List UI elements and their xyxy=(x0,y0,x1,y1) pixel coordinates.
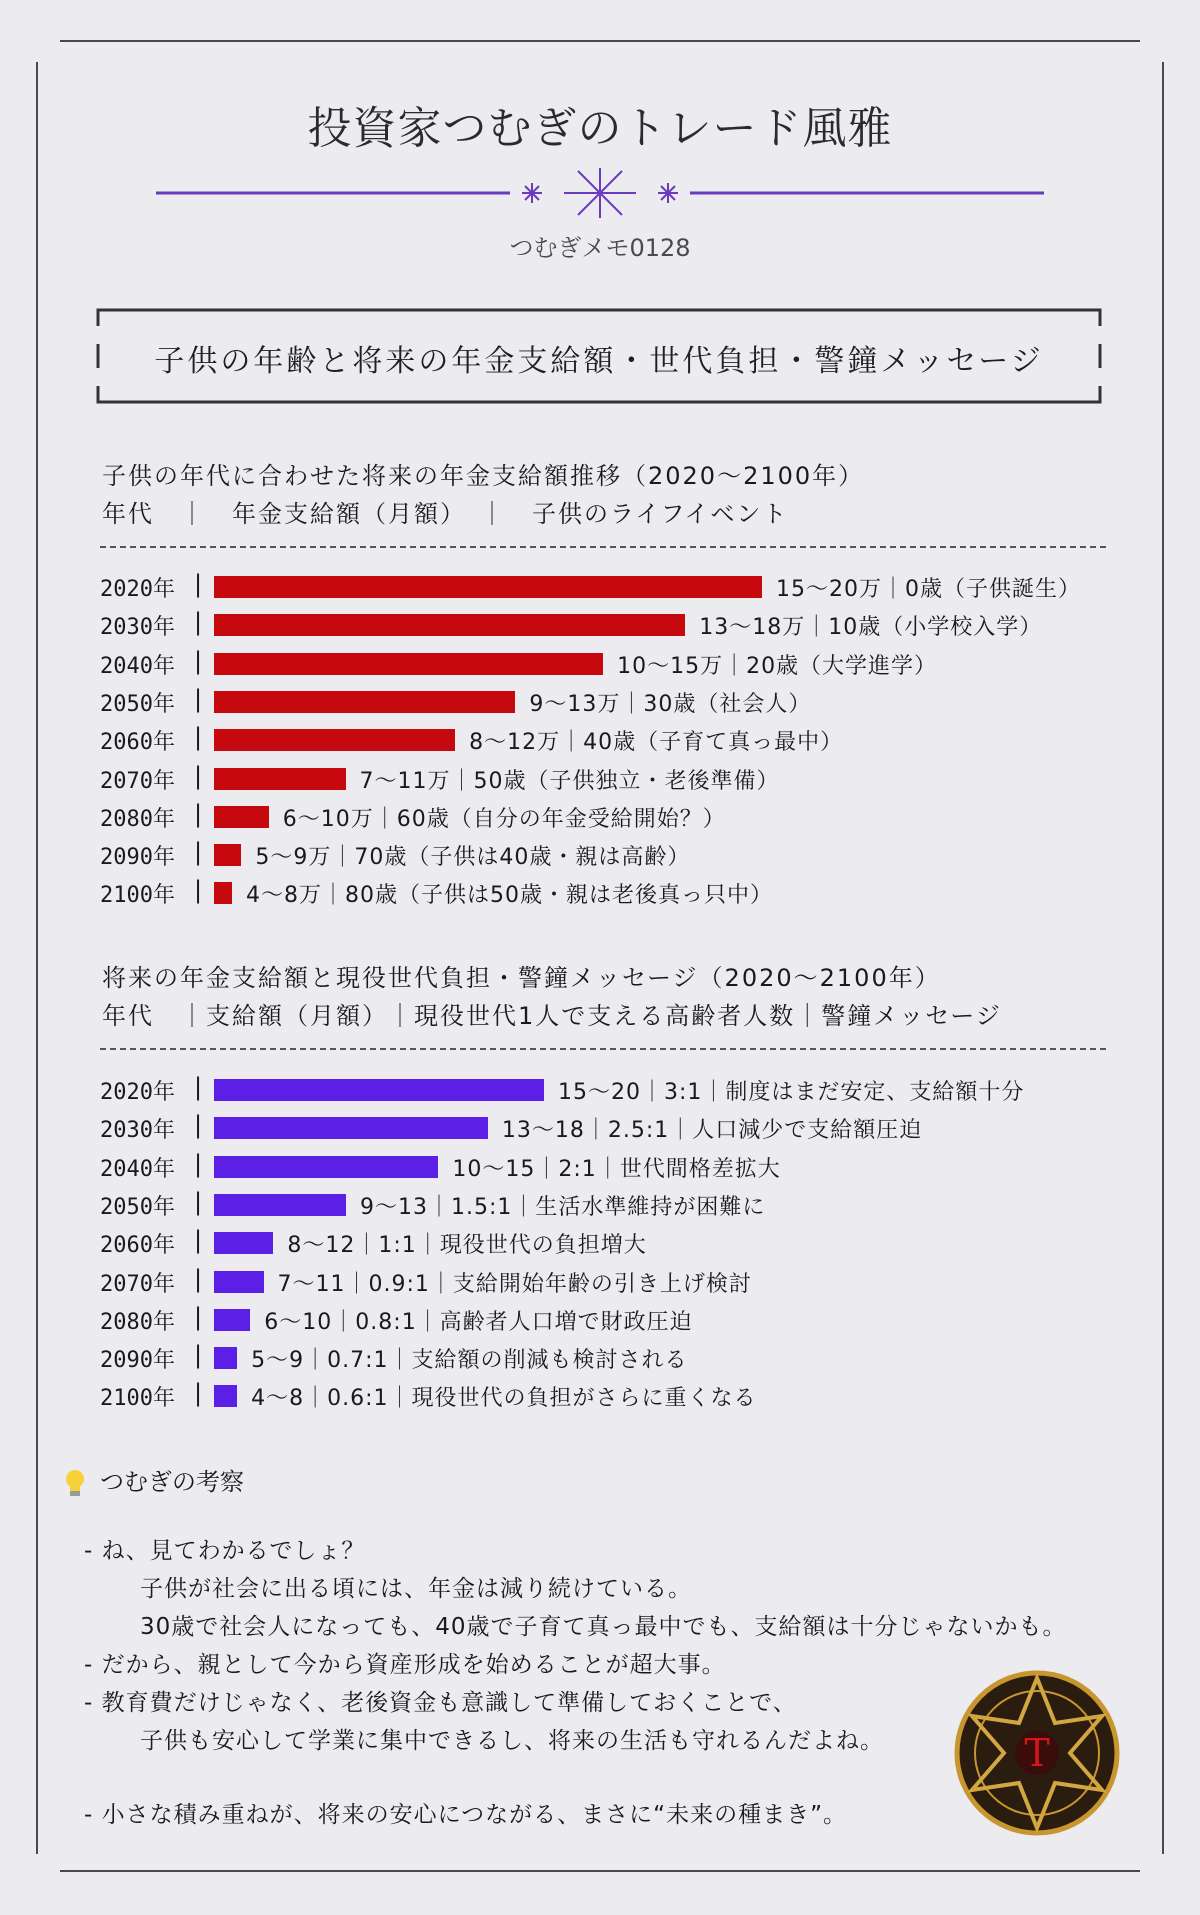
year-label: 2090年 xyxy=(100,1348,175,1374)
value-bar xyxy=(214,1347,237,1369)
chart-row xyxy=(100,646,1140,679)
bottom-rule xyxy=(60,1870,1140,1872)
data-label: 13〜18万｜10歳（小学校入学） xyxy=(699,615,1043,641)
insight-heading-text: つむぎの考察 xyxy=(100,1468,244,1496)
chart-row xyxy=(100,725,1140,755)
data-label: 8〜12万｜40歳（子育て真っ最中） xyxy=(469,730,844,756)
data-label: 4〜8｜0.6:1｜現役世代の負担がさらに重くなる xyxy=(251,1386,757,1412)
left-rule xyxy=(36,62,38,1854)
separator-pipe: | xyxy=(194,799,203,828)
section2-title: 将来の年金支給額と現役世代負担・警鐘メッセージ（2020〜2100年） xyxy=(102,964,941,992)
year-label: 2070年 xyxy=(100,768,175,794)
chart-row xyxy=(100,572,1140,602)
year-label: 2030年 xyxy=(100,615,175,641)
value-bar xyxy=(214,1156,438,1178)
section2-header: 年代 ｜支給額（月額）｜現役世代1人で支える高齢者人数｜警鐘メッセージ xyxy=(102,1002,1002,1030)
section1-title: 子供の年代に合わせた将来の年金支給額推移（2020〜2100年） xyxy=(102,462,865,490)
value-bar xyxy=(214,1271,264,1293)
chart-row xyxy=(100,878,1140,908)
separator-pipe: | xyxy=(194,684,203,713)
headline-text: 子供の年齢と将来の年金支給額・世代負担・警鐘メッセージ xyxy=(154,344,1044,379)
separator-pipe: | xyxy=(194,1111,203,1140)
separator-pipe: | xyxy=(194,608,203,637)
year-label: 2070年 xyxy=(100,1271,175,1297)
top-rule xyxy=(60,40,1140,42)
year-label: 2050年 xyxy=(100,691,175,717)
year-label: 2080年 xyxy=(100,806,175,832)
chart-row xyxy=(100,1075,1140,1105)
value-bar xyxy=(214,729,455,751)
value-bar xyxy=(214,1232,273,1254)
chart-row xyxy=(100,1187,1140,1220)
separator-pipe: | xyxy=(194,761,203,790)
chart-row xyxy=(100,684,1140,717)
section2-divider xyxy=(100,1048,1106,1050)
value-bar xyxy=(214,576,762,598)
data-label: 15〜20万｜0歳（子供誕生） xyxy=(776,577,1081,602)
value-bar xyxy=(214,1194,346,1216)
value-bar xyxy=(214,1385,237,1407)
memo-number: つむぎメモ0128 xyxy=(509,234,691,262)
insight-line: - 教育費だけじゃなく、老後資金も意識して準備しておくことで、 xyxy=(84,1690,797,1716)
chart-row xyxy=(100,1381,1140,1411)
data-label: 7〜11万｜50歳（子供独立・老後準備） xyxy=(359,768,780,794)
svg-text:T: T xyxy=(1024,1731,1050,1775)
data-label: 10〜15万｜20歳（大学進学） xyxy=(617,653,938,679)
value-bar xyxy=(214,882,232,904)
value-bar xyxy=(214,653,603,675)
data-label: 13〜18｜2.5:1｜人口減少で支給額圧迫 xyxy=(501,1118,923,1144)
year-label: 2020年 xyxy=(100,1080,175,1105)
page-title: 投資家つむぎのトレード風雅 xyxy=(307,103,893,154)
lightbulb-icon xyxy=(64,1469,86,1497)
value-bar xyxy=(214,691,515,713)
data-label: 6〜10万｜60歳（自分の年金受給開始？） xyxy=(282,806,726,832)
insight-line: - ね、見てわかるでしょ？ xyxy=(84,1538,366,1564)
year-label: 2040年 xyxy=(100,1156,175,1182)
year-label: 2020年 xyxy=(100,577,175,602)
data-label: 4〜8万｜80歳（子供は50歳・親は老後真っ只中） xyxy=(246,883,773,909)
separator-pipe: | xyxy=(194,876,203,905)
chart-row xyxy=(100,610,1140,640)
year-label: 2040年 xyxy=(100,653,175,679)
data-label: 9〜13｜1.5:1｜生活水準維持が困難に xyxy=(360,1194,766,1220)
data-label: 5〜9｜0.7:1｜支給額の削減も検討される xyxy=(251,1348,688,1374)
separator-pipe: | xyxy=(194,1379,203,1408)
data-label: 7〜11｜0.9:1｜支給開始年齢の引き上げ検討 xyxy=(277,1271,752,1297)
separator-pipe: | xyxy=(194,1264,203,1293)
value-bar xyxy=(214,1117,488,1139)
separator-pipe: | xyxy=(194,1226,203,1255)
insight-line: - だから、親として今から資産形成を始めることが超大事。 xyxy=(84,1652,726,1678)
chart-row xyxy=(100,1302,1140,1335)
data-label: 5〜9万｜70歳（子供は40歳・親は高齢） xyxy=(255,845,691,871)
right-rule xyxy=(1162,62,1164,1854)
separator-pipe: | xyxy=(194,1149,203,1178)
year-label: 2080年 xyxy=(100,1309,175,1335)
data-label: 15〜20｜3:1｜制度はまだ安定、支給額十分 xyxy=(558,1080,1025,1105)
brand-logo xyxy=(952,1668,1122,1838)
sparkle-divider xyxy=(150,168,1050,218)
insight-line: 30歳で社会人になっても、40歳で子育て真っ最中でも、支給額は十分じゃないかも。 xyxy=(140,1614,1067,1640)
separator-pipe: | xyxy=(194,723,203,752)
year-label: 2090年 xyxy=(100,845,175,871)
insight-line: 子供も安心して学業に集中できるし、将来の生活も守れるんだよね。 xyxy=(140,1728,884,1754)
year-label: 2030年 xyxy=(100,1118,175,1144)
chart-row xyxy=(100,1343,1140,1373)
insight-line: 子供が社会に出る頃には、年金は減り続けている。 xyxy=(140,1576,692,1602)
section1-header: 年代 ｜ 年金支給額（月額） ｜ 子供のライフイベント xyxy=(102,500,789,528)
year-label: 2060年 xyxy=(100,730,175,756)
separator-pipe: | xyxy=(194,838,203,867)
data-label: 6〜10｜0.8:1｜高齢者人口増で財政圧迫 xyxy=(264,1309,693,1335)
value-bar xyxy=(214,1079,544,1101)
chart-row xyxy=(100,1228,1140,1258)
separator-pipe: | xyxy=(194,646,203,675)
separator-pipe: | xyxy=(194,1302,203,1331)
insight-line: - 小さな積み重ねが、将来の安心につながる、まさに“未来の種まき”。 xyxy=(84,1802,847,1828)
value-bar xyxy=(214,614,685,636)
chart-row xyxy=(100,1264,1140,1297)
chart-row xyxy=(100,799,1140,832)
separator-pipe: | xyxy=(194,570,203,598)
year-label: 2100年 xyxy=(100,883,175,909)
year-label: 2060年 xyxy=(100,1233,175,1259)
chart-row xyxy=(100,1149,1140,1182)
section1-divider xyxy=(100,546,1106,548)
headline-box xyxy=(96,308,1102,404)
insight-heading xyxy=(64,1462,244,1497)
value-bar xyxy=(214,806,269,828)
value-bar xyxy=(214,844,241,866)
separator-pipe: | xyxy=(194,1187,203,1216)
year-label: 2100年 xyxy=(100,1386,175,1412)
chart-row xyxy=(100,1113,1140,1143)
value-bar xyxy=(214,768,346,790)
data-label: 10〜15｜2:1｜世代間格差拡大 xyxy=(452,1156,781,1182)
data-label: 8〜12｜1:1｜現役世代の負担増大 xyxy=(287,1233,647,1259)
chart-row xyxy=(100,761,1140,794)
separator-pipe: | xyxy=(194,1073,203,1101)
separator-pipe: | xyxy=(194,1341,203,1370)
data-label: 9〜13万｜30歳（社会人） xyxy=(529,691,812,717)
chart-row xyxy=(100,840,1140,870)
value-bar xyxy=(214,1309,250,1331)
year-label: 2050年 xyxy=(100,1194,175,1220)
